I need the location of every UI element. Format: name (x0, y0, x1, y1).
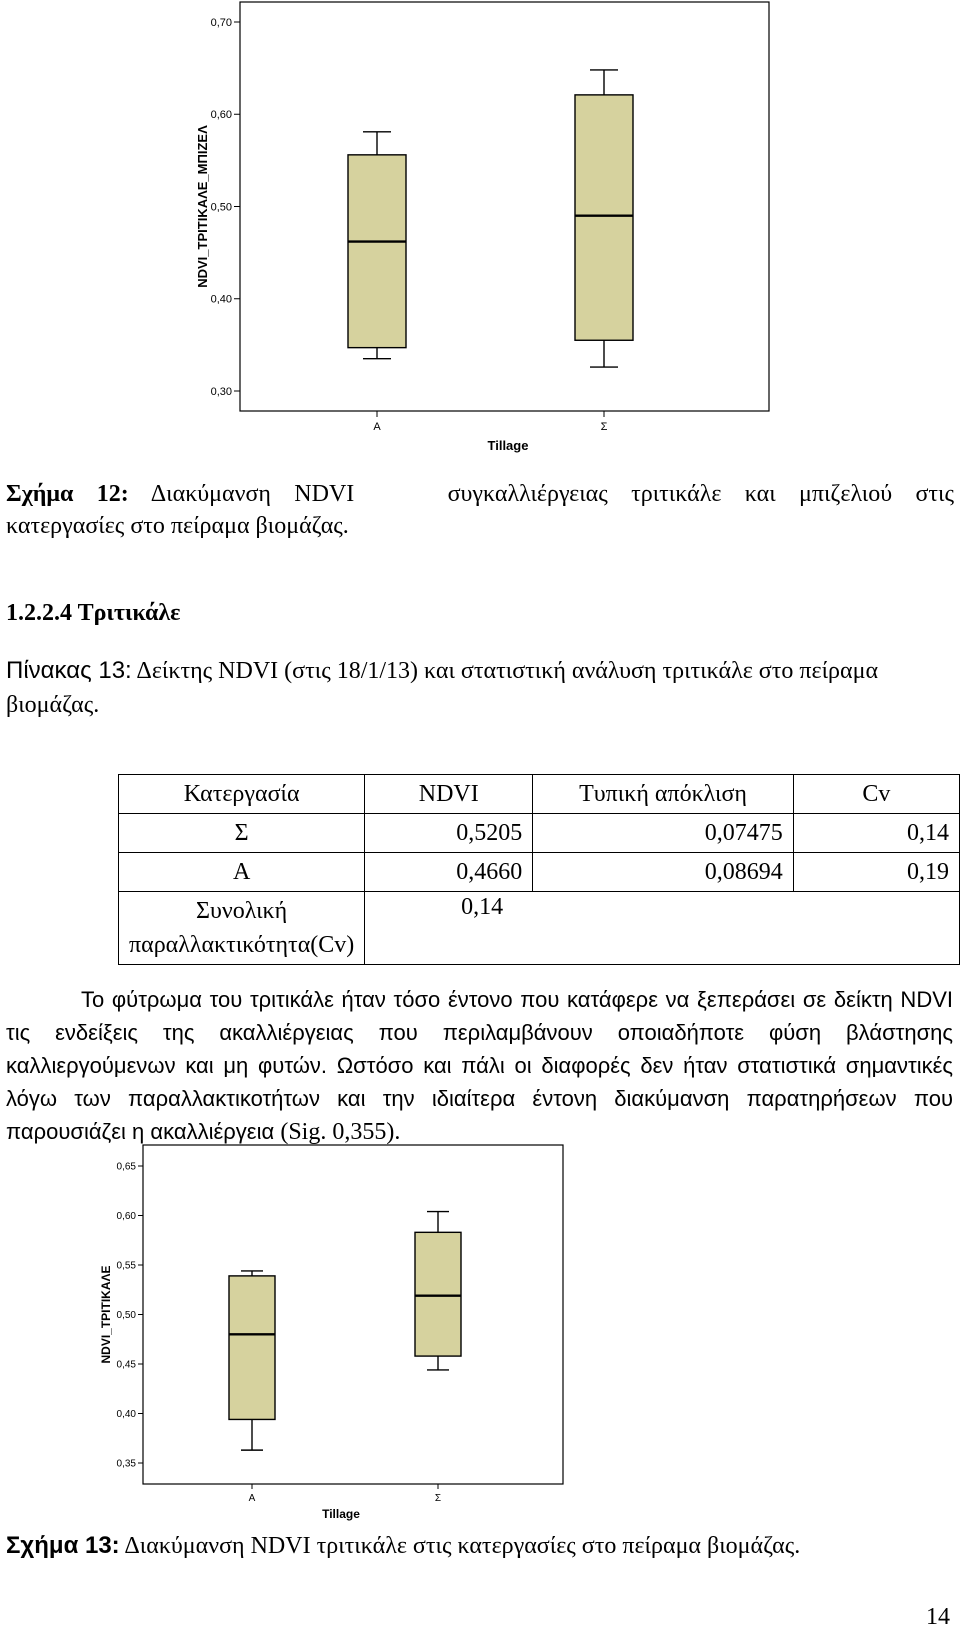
x-tick-label: Α (248, 1493, 256, 1504)
table-cell: 0,14 (793, 814, 959, 853)
table-13-caption-text: Δείκτης NDVI (στις 18/1/13) και στατιστική ανάλυση τριτικάλε στο πείραμα βιομάζας. (6, 658, 879, 718)
header-cell: Cv (793, 775, 959, 814)
figure-12-caption (6, 478, 954, 542)
y-tick-label: 0,55 (116, 1260, 136, 1272)
header-cell: NDVI (365, 775, 533, 814)
figure-12-caption-line2: κατεργασίες στο πείραμα βιομάζας. (6, 513, 349, 539)
table-cell: 0,08694 (533, 853, 794, 892)
table-cell: 0,07475 (533, 814, 794, 853)
y-tick-label: 0,60 (210, 109, 232, 122)
total-value-cell (365, 892, 960, 965)
paragraph-text: Το φύτρωμα του τριτικάλε ήταν τόσο έντονο που κατάφερε να ξεπεράσει σε δείκτη NDVI τις ενδείξεις της ακαλλιέργειας που περιλαμβάνουν οποιαδήποτε φύση βλάστησης καλλιεργούμενων και μη φυτών. Ωστόσο και πάλι οι διαφορές δεν ήταν στατιστικά σημαντικές λόγω των παραλλακτικοτήτων και την ιδιαίτερα έντονη διακύμανση παρατηρήσεων που παρουσιάζει η ακαλλιέργεια (6, 987, 953, 1144)
chart-12-svg (180, 0, 830, 452)
ndvi-table (118, 774, 960, 965)
x-axis-label: Tillage (487, 438, 529, 453)
y-tick-label: 0,40 (210, 293, 232, 306)
figure-13-caption (6, 1532, 800, 1560)
y-axis-label: NDVI_ΤΡΙΤΙΚΑΛΕ (99, 1265, 113, 1364)
table-cell: Σ (119, 814, 365, 853)
boxplot-chart-13 (98, 1145, 568, 1523)
header-cell: Τυπική απόκλιση (533, 775, 794, 814)
box-s (415, 1232, 461, 1356)
y-tick-label: 0,35 (116, 1458, 136, 1470)
section-heading: 1.2.2.4 Τριτικάλε (6, 600, 181, 626)
plot-frame (240, 2, 769, 411)
page-number: 14 (926, 1604, 950, 1630)
plot-frame (143, 1145, 563, 1484)
boxplot-chart-12 (180, 0, 830, 452)
box-a (229, 1276, 275, 1420)
figure-12-caption-part2: συγκαλλιέργειας τριτικάλε και μπιζελιού στις (447, 481, 955, 507)
table-header-row (119, 775, 960, 814)
table-row (119, 853, 960, 892)
header-cell: Κατεργασία (119, 775, 365, 814)
x-tick-label: Σ (434, 1493, 442, 1504)
y-tick-label: 0,30 (210, 385, 232, 398)
x-tick-label: Σ (600, 421, 608, 433)
y-tick-label: 0,45 (116, 1359, 136, 1371)
table-cell: Α (119, 853, 365, 892)
chart-13-svg (98, 1145, 568, 1523)
table-13-label: Πίνακας 13: (6, 657, 132, 684)
figure-13-caption-text: Διακύμανση NDVI τριτικάλε στις κατεργασίες στο πείραμα βιομάζας. (124, 1533, 801, 1559)
y-tick-label: 0,60 (116, 1211, 136, 1222)
y-tick-label: 0,65 (116, 1161, 136, 1173)
paragraph-sig: (Sig. 0,355). (280, 1119, 401, 1145)
y-tick-label: 0,70 (210, 16, 232, 29)
total-label-cell: Συνολική παραλλακτικότητα(Cv) (119, 892, 365, 965)
box-a (348, 155, 406, 348)
table-13-caption (6, 654, 951, 722)
figure-12-label: Σχήμα 12: (6, 481, 129, 507)
total-value: 0,14 (461, 894, 504, 920)
figure-12-caption-part1: Διακύμανση NDVI (150, 481, 355, 507)
x-tick-label: Α (373, 421, 381, 433)
x-axis-label: Tillage (322, 1507, 360, 1521)
table-cell: 0,19 (793, 853, 959, 892)
y-axis-label: NDVI_ΤΡΙΤΙΚΑΛΕ_ΜΠΙΖΕΛ (195, 125, 210, 288)
box-s (575, 95, 633, 340)
y-tick-label: 0,50 (210, 201, 232, 214)
table-row (119, 814, 960, 853)
table-cell: 0,4660 (365, 853, 533, 892)
table-total-row (119, 892, 960, 965)
y-tick-label: 0,50 (116, 1310, 136, 1321)
body-paragraph (6, 983, 953, 1149)
y-tick-label: 0,40 (116, 1409, 136, 1420)
table-cell: 0,5205 (365, 814, 533, 853)
figure-13-label: Σχήμα 13: (6, 1532, 120, 1559)
